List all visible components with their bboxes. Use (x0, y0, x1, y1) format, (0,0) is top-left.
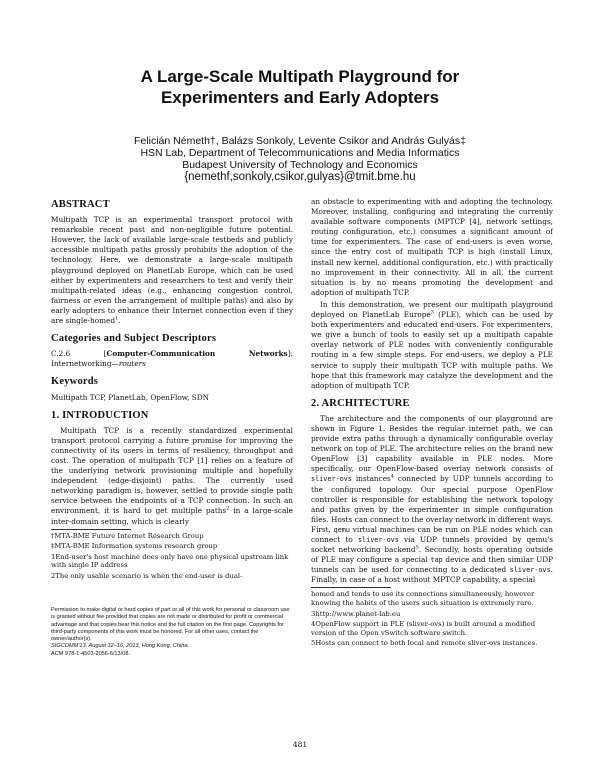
right-column (311, 197, 553, 650)
title-line-1: A Large-Scale Multipath Playground for (140, 67, 460, 86)
abstract-text: Multipath TCP is an experimental transport protocol with remarkable recent past and non-negligible future potential. However, the lack of available large-scale testbeds and publicly accessible multipath paths grossly prohibits the adoption of the technology. Here, we demonstrate a large-scale multipath playground deployed on PlanetLab Europe, which can be used either by experimenters and researchers to test and verify their multipath-related ideas (e.g., enhancing congestion control, fairness or even the arrangement of multiple paths) and also by early adopters to enhance their Internet connection even if they are single-homed$^1$. (51, 215, 293, 326)
keywords-text: Multipath TCP, PlanetLab, OpenFlow, SDN (51, 392, 210, 402)
permission-text: Permission to make digital or hard copies of part or all of this work for personal or classroom use is granted without fee provided that copies are not made or distributed for profit or commercial advantage and that copies bear this notice and the full citation on the first page. Copyrights for third-party components of this work must be honored. For all other uses, contact the owner/author(s). (51, 607, 290, 643)
author-block (0, 135, 600, 184)
categories-text: C.2.6 [Computer-Communication Networks]: Internetworking—routers (51, 349, 293, 369)
venue-line: SIGCOMM'13, August 12–16, 2013, Hong Kong, China. (51, 643, 189, 650)
footnote: 2The only usable scenario is when the end-user is dual- (51, 572, 243, 580)
footnote: †MTA-BME Future Internet Research Group (51, 531, 204, 540)
author-names: Felicián Németh†, Balázs Sonkoly, Levente Csikor and András Gulyás‡ (134, 135, 466, 147)
footnote: 4OpenFlow support in PLE (sliver-ovs) is built around a modified version of the Open vSwitch software switch. (311, 620, 536, 637)
intro-continued: an obstacle to experimenting with and adopting the technology. Moreover, installing, configuring and integrating the currently available software components (MPTCP [4], network settings, routing configuration, etc.) consumes a significant amount of time for experimenters. The case of end-users is even worse, since the entry cost of multipath TCP is high (install Linux, install new kernel, additional configuration, etc.) with practically no improvement in their connectivity. All in all, the current situation is by no means promoting the development and adoption of multipath TCP. (311, 197, 553, 297)
left-column (51, 200, 293, 583)
title-line-2: Experimenters and Early Adopters (160, 88, 440, 107)
architecture-heading: 2. ARCHITECTURE (311, 397, 410, 409)
footnote: 5Hosts can connect to both local and remote sliver-ovs instances. (311, 639, 538, 648)
abstract-heading: ABSTRACT (51, 199, 110, 210)
demo-paragraph: In this demonstration, we present our multipath playground deployed on PlanetLab Europe$^3$ (PLE), which can be used by both experimenters and educated end-users. For experimenters, we give a bunch of tools to easily set up a multipath capable overlay network of PLE nodes with conveniently configurable routing in a few simple steps. For end-users, we deploy a PLE service to supply their multipath TCP with multiple paths. We hope that this framework may catalyze the development and the adoption of multipath TCP. (311, 299, 553, 390)
author-email: {nemethf,sonkoly,csikor,gulyas}@tmit.bme.hu (184, 171, 416, 183)
intro-heading: 1. INTRODUCTION (51, 409, 149, 421)
categories-heading: Categories and Subject Descriptors (51, 333, 217, 345)
permission-block (51, 607, 291, 658)
architecture-paragraph: The architecture and the components of our playground are shown in Figure 1. Besides the regular internet path, we can provide extra paths through a dynamically configurable overlay network on top of PLE. The architecture relies on the brand new OpenFlow [3] capability available in PLE nodes. More specifically, our OpenFlow-based overlay network consists of sliver-ovs instances$^4$ connected by UDP tunnels according to the configured topology. Our special purpose OpenFlow controller is responsible for establishing the network topology and paths given by the experimenter in simple configuration files. Hosts can connect to the overlay network in different ways. First, qemu virtual machines can be run on PLE nodes which can connect to sliver-ovs via UDP tunnels provided by qemu's socket networking backend$^5$. Secondly, hosts operating outside of PLE may configure a special tap device and then similar UDP tunnels can be used for connecting to a dedicated sliver-ovs. Finally, in case of a host without MPTCP capability, a special (311, 413, 553, 585)
footnote-rule (311, 587, 391, 588)
footnote-rule (51, 529, 131, 530)
page-number: 481 (292, 740, 308, 749)
paper-title (0, 66, 600, 108)
keywords-heading: Keywords (51, 376, 99, 388)
affiliation-line-1: HSN Lab, Department of Telecommunications and Media Informatics (140, 147, 460, 159)
acm-line: ACM 978-1-4503-2056-6/13/08. (51, 650, 130, 657)
affiliation-line-2: Budapest University of Technology and Economics (182, 159, 418, 171)
intro-paragraph: Multipath TCP is a recently standardized experimental transport protocol carrying a future promise for improving the connectivity of its users in terms of resiliency, throughput and cost. The operation of multipath TCP [1] relies on a feature of the underlying network provisioning multiple and hopefully independent (edge-disjoint) paths. The currently used networking paradigm is, however, settled to provide single path service between the endpoints of a TCP connection. In such an environment, it is hard to get multiple paths$^2$ in a large-scale inter-domain setting, which is clearly (51, 425, 293, 526)
footnote: 3http://www.planet-lab.eu (311, 609, 401, 618)
footnote: ‡MTA-BME Information systems research group (51, 542, 218, 551)
footnote: homed and tends to use its connections simultaneously, however knowing the habits of the users such situation is extremely rare. (311, 590, 535, 608)
footnote: 1End-user's host machine does only have one physical upstream link with single IP address (51, 552, 289, 570)
